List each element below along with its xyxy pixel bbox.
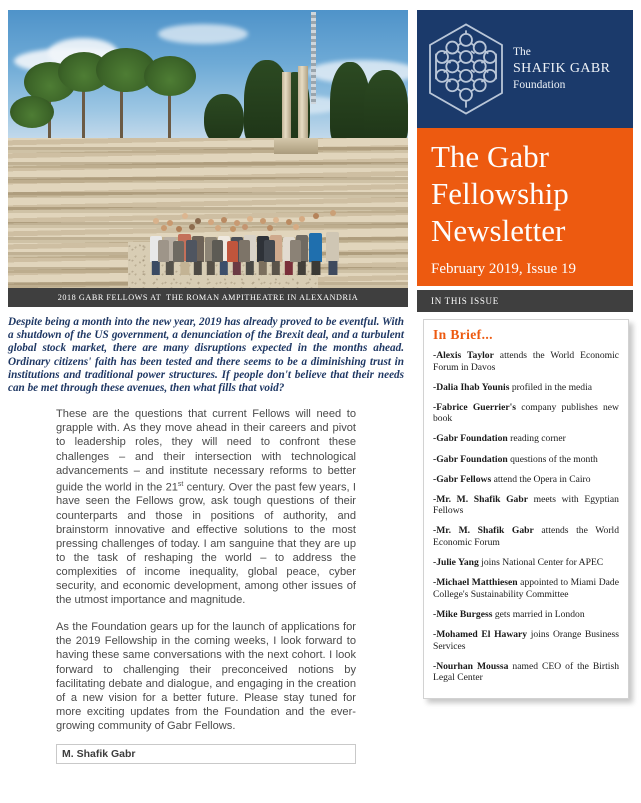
- letter-paragraph-1: [56, 407, 356, 607]
- in-brief-item-text: gets married in London: [492, 608, 585, 620]
- in-brief-item-text: attend the Opera in Cairo: [491, 473, 591, 485]
- logo-line-1: The: [513, 46, 531, 59]
- foundation-logo-block: [417, 10, 633, 128]
- paragraph-1-post: century. Over the past few years, I have seen the Fellows grow, ask tough questions of their counterparts and those in positions of authority, and brainstorm innovative and effective solutions to the most pressing challenges of today. I am sanguine that they are up to the task of reshaping the world – to address the complexities of income inequality, global peace, cyber security, and economic development, among other issues of the utmost importance and magnitude.: [56, 481, 356, 607]
- in-brief-item-text: profiled in the media: [509, 381, 593, 393]
- in-brief-item[interactable]: [433, 454, 619, 466]
- in-brief-item[interactable]: [433, 433, 619, 445]
- in-brief-item-text: reading corner: [507, 433, 566, 445]
- person: [239, 228, 250, 262]
- in-brief-item-text: company publishes new book: [433, 401, 619, 425]
- cypress-tree: [364, 70, 408, 146]
- paragraph-1-pre: These are the questions that current Fellows will need to grapple with. As they move ahead in their careers and pivot to leadership roles, they will need to confront these challenges – and their intersection with technological advancements – and institute necessary reforms to better guide the world in the 21: [56, 408, 356, 494]
- in-brief-item-text: attends the World Economic Forum: [433, 525, 619, 549]
- photo-caption-bar: [8, 288, 408, 307]
- photo-caption: 2018 GABR FELLOWS AT THE ROMAN AMPITHEATRE IN ALEXANDRIA: [57, 293, 359, 302]
- in-brief-heading: In Brief...: [433, 327, 493, 342]
- in-brief-item-name: -Alexis Taylor: [433, 350, 494, 361]
- in-brief-item-name: -Gabr Foundation: [433, 433, 508, 445]
- in-brief-item[interactable]: [433, 382, 619, 394]
- in-brief-item[interactable]: [433, 474, 619, 486]
- in-brief-item-name: -Mike Burgess: [433, 608, 493, 620]
- person: [173, 230, 184, 262]
- logo-line-3: Foundation: [513, 78, 566, 91]
- signature-box: M. Shafik Gabr: [56, 744, 356, 764]
- radio-tower: [311, 12, 316, 104]
- person: [326, 215, 339, 262]
- left-column: [8, 10, 408, 798]
- in-brief-item-text: joins Orange Business Services: [433, 629, 619, 652]
- in-brief-item-name: -Gabr Fellows: [433, 473, 492, 485]
- person: [290, 228, 301, 262]
- in-brief-item-name: -Gabr Foundation: [433, 453, 508, 465]
- in-brief-item[interactable]: [433, 609, 619, 621]
- foundation-logo-text: [513, 45, 610, 92]
- person: [227, 230, 238, 262]
- in-brief-item-name: -Michael Matthiesen: [433, 577, 518, 589]
- right-column: [417, 10, 633, 699]
- in-brief-item[interactable]: [433, 557, 619, 569]
- in-brief-item-text: questions of the month: [507, 453, 598, 465]
- in-brief-item-name: -Mohamed El Hawary: [433, 629, 528, 640]
- person: [212, 229, 223, 262]
- in-brief-item-name: -Mr. M. Shafik Gabr: [433, 493, 528, 505]
- in-brief-item-text: meets with Egyptian Fellows: [433, 493, 619, 517]
- title-line-2: Fellowship: [431, 176, 569, 211]
- palm-tree: [10, 96, 54, 128]
- in-brief-list: [433, 350, 619, 684]
- stone-pillar: [282, 72, 291, 144]
- in-brief-item-text: attends the World Economic Forum in Davos: [433, 350, 619, 373]
- in-brief-item-text: appointed to Miami Dade College's Sustainability Committee: [433, 577, 619, 600]
- stone-pillar: [298, 66, 308, 144]
- issue-line: February 2019, Issue 19: [431, 261, 576, 277]
- title-line-1: The Gabr: [431, 139, 549, 174]
- in-brief-item[interactable]: [433, 577, 619, 600]
- in-brief-item[interactable]: [433, 629, 619, 652]
- title-line-3: Newsletter: [431, 213, 566, 248]
- cloud: [158, 24, 248, 44]
- in-brief-item[interactable]: [433, 350, 619, 373]
- in-brief-item[interactable]: [433, 494, 619, 517]
- letter-paragraph-2: As the Foundation gears up for the launch of applications for the 2019 Fellowship in the coming weeks, I look forward to having these same conversations with the next cohort. I look forward to challenging their preconceived notions by facilitating debate and dialogue, and engaging in the creation of a new vision for a better future. Please stay tuned for more exciting updates from the Foundation and the ever-growing community of Gabr Fellows.: [56, 621, 356, 732]
- in-brief-item-text: joins National Center for APEC: [478, 557, 604, 569]
- in-brief-item-name: -Dalia Ihab Younis: [433, 381, 510, 393]
- shafik-gabr-hexagon-logo-icon: [423, 21, 509, 117]
- logo-line-2: SHAFIK GABR: [513, 61, 611, 77]
- hero-photo: [8, 10, 408, 288]
- in-brief-box: [423, 319, 629, 699]
- person: [309, 218, 322, 262]
- person: [158, 229, 169, 262]
- letter-body: [56, 407, 356, 733]
- in-brief-item[interactable]: [433, 525, 619, 548]
- in-this-issue-bar: [417, 290, 633, 312]
- in-brief-item-name: -Nourhan Moussa: [433, 660, 509, 672]
- person: [186, 228, 197, 262]
- in-brief-item[interactable]: [433, 661, 619, 684]
- person: [264, 229, 275, 262]
- in-this-issue-label: IN THIS ISSUE: [431, 296, 499, 306]
- in-brief-item-text: named CEO of the Birtish Legal Center: [433, 660, 619, 684]
- in-brief-item[interactable]: [433, 402, 619, 425]
- newsletter-title-block: [417, 128, 633, 286]
- in-brief-item-name: -Julie Yang: [433, 557, 479, 569]
- intro-paragraph: Despite being a month into the new year, 2019 has already proved to be eventful. With a shutdown of the US government, a denunciation of the Brexit deal, and a turbulent global stock market, there are many disruptions expected in the months ahead. Ordinary citizens' faith has been tested and there seems to be a diminishing trust in institutions and traditional power structures. If people don't believe that their needs can be met through these avenues, then what fills that void?: [8, 316, 404, 395]
- in-brief-item-name: -Mr. M. Shafik Gabr: [433, 525, 534, 537]
- palm-tree: [144, 56, 196, 96]
- ordinal-suffix: st: [177, 480, 184, 488]
- in-brief-item-name: -Fabrice Guerrier's: [433, 401, 516, 413]
- stone-plinth: [274, 138, 318, 154]
